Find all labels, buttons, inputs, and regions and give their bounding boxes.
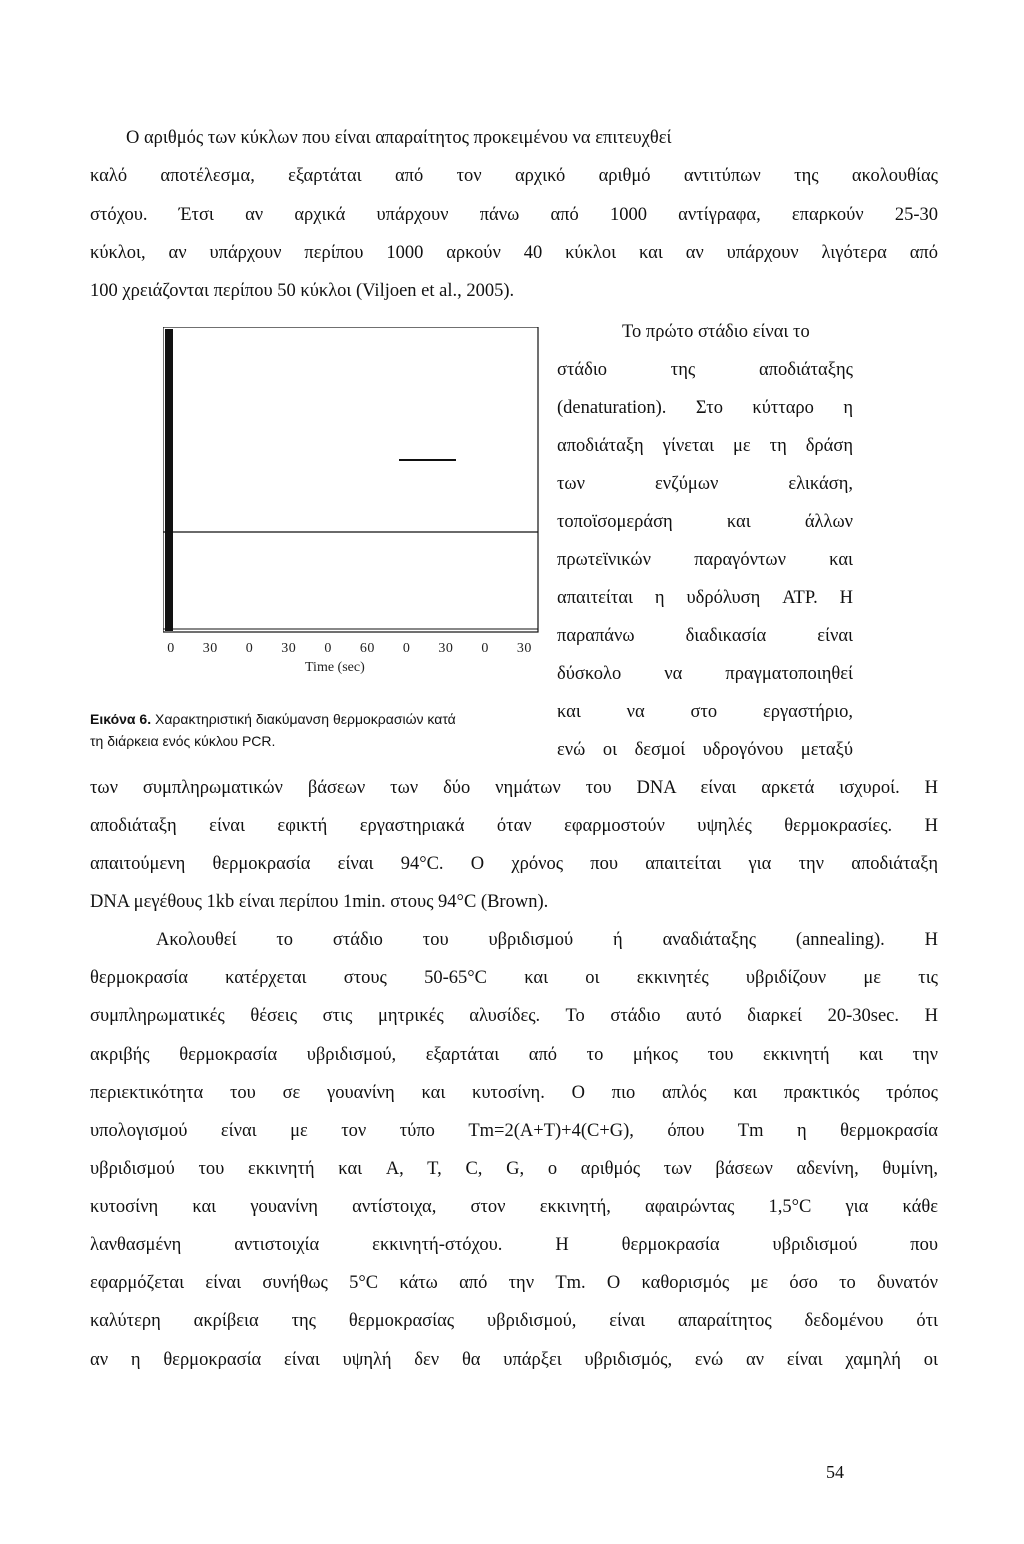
pcr-temperature-figure — [163, 327, 539, 633]
x-tick-label: 0 — [324, 641, 332, 656]
side-text-line: (denaturation). Στο κύτταρο η — [557, 398, 853, 418]
side-text-line: απαιτείται η υδρόλυση ATP. Η — [557, 588, 853, 608]
paragraph-3-line: συμπληρωματικές θέσεις στις μητρικές αλυσίδες. Το στάδιο αυτό διαρκεί 20-30sec. Η — [90, 1006, 938, 1026]
figure-caption-line-2: τη διάρκεια ενός κύκλου PCR. — [90, 733, 276, 749]
paragraph-2-line: DNA μεγέθους 1kb είναι περίπου 1min. στους 94°C (Brown). — [90, 892, 549, 912]
side-text-line: ενώ οι δεσμοί υδρογόνου μεταξύ — [557, 740, 853, 760]
side-text-line: δύσκολο να πραγματοποιηθεί — [557, 664, 853, 684]
figure-caption — [90, 711, 456, 727]
side-text-line: τοποϊσομεράση και άλλων — [557, 512, 853, 532]
x-tick-label: 30 — [281, 641, 297, 656]
paragraph-3-line: υπολογισμού είναι με τον τύπο Tm=2(A+T)+4(C+G), όπου Tm η θερμοκρασία — [90, 1121, 938, 1141]
paragraph-3-line: κυτοσίνη και γουανίνη αντίστοιχα, στον εκκινητή, αφαιρώντας 1,5°C για κάθε — [90, 1197, 938, 1217]
figure-x-ticks — [166, 641, 532, 657]
paragraph-3-line: αν η θερμοκρασία είναι υψηλή δεν θα υπάρξει υβριδισμός, ενώ αν είναι χαμηλή οι — [90, 1350, 938, 1370]
x-tick-label: 30 — [202, 641, 218, 656]
side-text-line: πρωτεϊνικών παραγόντων και — [557, 550, 853, 570]
paragraph-3-line: ακριβής θερμοκρασία υβριδισμού, εξαρτάται από το μήκος του εκκινητή και την — [90, 1045, 938, 1065]
x-tick-label: 0 — [245, 641, 254, 656]
paragraph-2-line: απαιτούμενη θερμοκρασία είναι 94°C. Ο χρόνος που απαιτείται για την αποδιάταξη — [90, 854, 938, 874]
paragraph-2-line: αποδιάταξη είναι εφικτή εργαστηριακά όταν εφαρμοστούν υψηλές θερμοκρασίες. Η — [90, 816, 938, 836]
side-text-line: Το πρώτο στάδιο είναι το — [622, 322, 810, 342]
side-text-line: και να στο εργαστήριο, — [557, 702, 853, 722]
x-tick-label: 0 — [402, 641, 411, 656]
x-axis-label: Time (sec) — [305, 660, 365, 675]
x-tick-label: 0 — [167, 641, 175, 656]
paragraph-3-line: καλύτερη ακρίβεια της θερμοκρασίας υβριδισμού, είναι απαραίτητος δεδομένου ότι — [90, 1311, 938, 1331]
side-text-line: στάδιο της αποδιάταξης — [557, 360, 853, 380]
paragraph-1-line: καλό αποτέλεσμα, εξαρτάται από τον αρχικό αριθμό αντιτύπων της ακολουθίας — [90, 166, 938, 186]
figure-plot — [163, 327, 539, 633]
paragraph-1-line: κύκλοι, αν υπάρχουν περίπου 1000 αρκούν 40 κύκλοι και αν υπάρχουν λιγότερα από — [90, 243, 938, 263]
x-tick-label: 30 — [516, 641, 532, 656]
paragraph-3-line: θερμοκρασία κατέρχεται στους 50-65°C και οι εκκινητές υβριδίζουν με τις — [90, 968, 938, 988]
paragraph-3-line: Ακολουθεί το στάδιο του υβριδισμού ή αναδιάταξης (annealing). Η — [156, 930, 938, 950]
side-text-line: αποδιάταξη γίνεται με τη δράση — [557, 436, 853, 456]
x-tick-label: 60 — [359, 641, 375, 656]
figure-caption-text: Χαρακτηριστική διακύμανση θερμοκρασιών κατά — [151, 711, 456, 727]
paragraph-3-line: υβριδισμού του εκκινητή και A, T, C, G, ο αριθμός των βάσεων αδενίνη, θυμίνη, — [90, 1159, 938, 1179]
paragraph-2-line: των συμπληρωματικών βάσεων των δύο νημάτων του DNA είναι αρκετά ισχυροί. Η — [90, 778, 938, 798]
figure-frame — [163, 327, 538, 632]
page-number: 54 — [826, 1462, 844, 1482]
paragraph-1-line: στόχου. Έτσι αν αρχικά υπάρχουν πάνω από 1000 αντίγραφα, επαρκούν 25-30 — [90, 205, 938, 225]
paragraph-3-line: εφαρμόζεται είναι συνήθως 5°C κάτω από την Tm. Ο καθορισμός με όσο το δυνατόν — [90, 1273, 938, 1293]
paragraph-3-line: περιεκτικότητα του σε γουανίνη και κυτοσίνη. Ο πιο απλός και πρακτικός τρόπος — [90, 1083, 938, 1103]
figure-caption-label: Εικόνα 6. — [90, 711, 152, 727]
paragraph-1-line: 100 χρειάζονται περίπου 50 κύκλοι (Viljoen et al., 2005). — [90, 281, 515, 301]
side-text-line: παραπάνω διαδικασία είναι — [557, 626, 853, 646]
paragraph-3-line: λανθασμένη αντιστοιχία εκκινητή-στόχου. Η θερμοκρασία υβριδισμού που — [90, 1235, 938, 1255]
x-tick-label: 0 — [481, 641, 489, 656]
figure-left-edge — [165, 329, 173, 631]
paragraph-1-line: Ο αριθμός των κύκλων που είναι απαραίτητος προκειμένου να επιτευχθεί — [126, 128, 672, 148]
x-tick-label: 30 — [438, 641, 454, 656]
side-text-line: των ενζύμων ελικάση, — [557, 474, 853, 494]
